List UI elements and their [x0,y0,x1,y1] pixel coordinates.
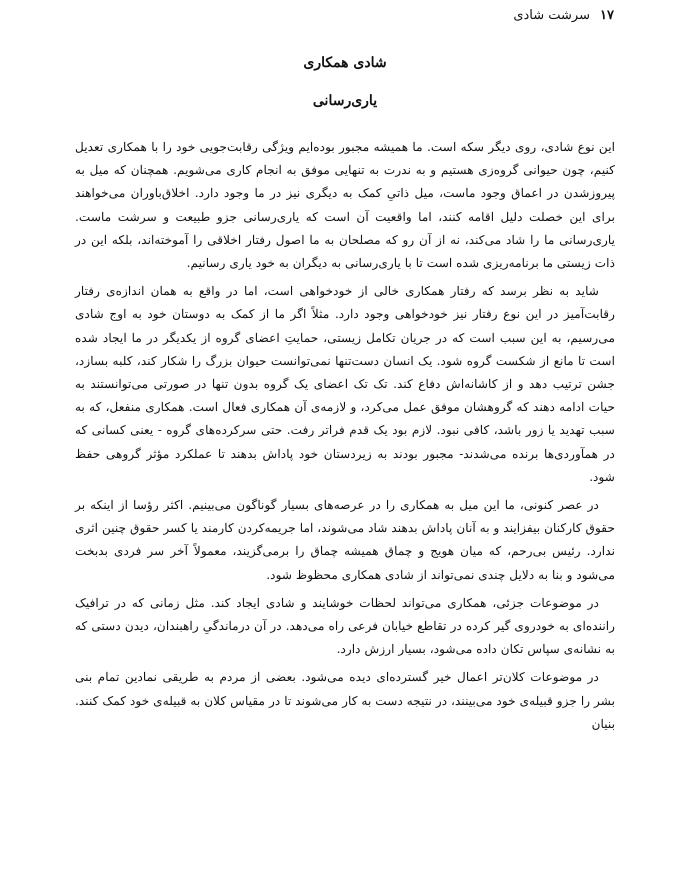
running-header [36,8,614,30]
page-number: ۱۷ [600,8,614,23]
subsection-title: یاری‌رسانی [312,93,378,109]
paragraph-4: در موضوعات جزئی، همکاری می‌تواند لحظات خوشایند و شادی ایجاد کند. مثل زمانی که در ترافیک راننده‌ای به خودروی گیر کرده در تقاطع خیابان فرعی راه می‌دهد. در آن درماندگیِ راهبندان، دیدن دستی که به نشانه‌ی سپاس تکان داده می‌شود، بسیار ارزش دارد. [75,595,615,657]
paragraph-1: این نوع شادی، روی دیگر سکه است. ما همیشه مجبور بوده‌ایم ویژگی رقابت‌جویی خود را با همکاری تعدیل کنیم، چون حیوانی گروه‌زی هستیم و به ندرت به تنهایی موفق به انجام کاری می‌شویم. همچنان که میل به پیروزشدن در اعماق وجود ماست، میل ذاتیِ کمک به دیگری نیز در ما وجود دارد. اخلاق‌باوران می‌خواهند برای این خصلت دلیل اقامه کنند، اما واقعیت آن است که یاری‌رسانی جزو طبیعت و سرشت ماست. یاری‌رسانی ما را شاد می‌کند، نه از آن رو که مصلحان به ما اصول رفتار اخلاقی را آموخته‌اند، بلکه این در ذات زیستی ما برنامه‌ریزی شده است تا با یاری‌رسانی به دیگران به خود یاری رسانیم. [75,140,615,271]
paragraph-2: شاید به نظر برسد که رفتار همکاری خالی از خودخواهی است، اما در واقع به همان اندازه‌ی رفتار رقابت‌آمیز در این نوع رفتار نیز خودخواهی وجود دارد. مثلاً اگر ما از کمک به دوستان خود به اوج شادی می‌رسیم، به این سبب است که در جریان تکامل زیستی، حمایتِ اعضای گروه از یکدیگر در ما ایجاد شده است تا مانع از شکست گروه شود. یک انسان دست‌تنها نمی‌توانست حیوان بزرگ را شکار کند، کلبه بسازد، جشن ترتیب دهد و از کاشانه‌اش دفاع کند. تک تک اعضای یک گروه بدون تنها در صورتی می‌توانستند به حیات ادامه دهند که گروهشان موفق عمل می‌کرد، و لازمه‌ی آن همکاری فعال است. همکاری منفعل، که به سبب تهدید یا زور باشد، کافی نبود. لازم بود یک قدم فراتر رفت. حتی سرکرده‌های گروه - یعنی کسانی که در همآوردی‌ها برنده می‌شدند- مجبور بودند به زیردستان خود پاداش بدهند تا عملکرد مؤثر گروهی حفظ شود. [75,284,615,484]
body-text [75,136,615,741]
paragraph-3: در عصر کنونی، ما این میل به همکاری را در عرصه‌های بسیار گوناگون می‌بینیم. اکثر رؤسا از اینکه بر حقوق کارکنان بیفزایند و به آنان پاداش بدهند شاد می‌شوند، اما جریمه‌کردن کارمند یا کسر حقوق چنین اثری ندارد. رئیس بی‌رحم، که میان هویج و چماق همیشه چماق را برمی‌گزیند، معمولاً آخر سر فردی بدبخت می‌شود و بنا به دلایل چندی نمی‌تواند از شادی همکاری محظوظ شود. [75,498,615,582]
section-title: شادی همکاری [303,55,387,71]
paragraph-5: در موضوعات کلان‌تر اعمال خیر گسترده‌ای دیده می‌شود. بعضی از مردم به طریقی نمادین تمام بنی بشر را جزو قبیله‌ی خود می‌بینند، در نتیجه دست به کار می‌شوند تا در مقیاس کلان به قبیله‌ی خود کمک کنند. بنیان [75,670,615,731]
running-title: سرشت شادی [513,8,590,23]
